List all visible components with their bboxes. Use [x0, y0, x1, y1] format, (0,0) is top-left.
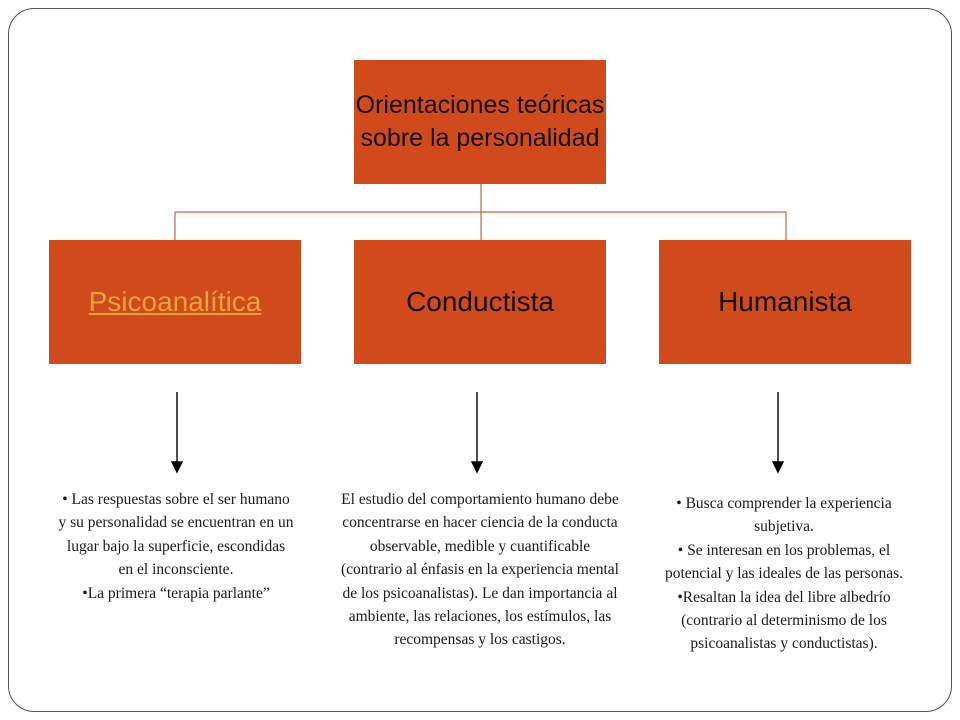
humanista-description — [660, 492, 908, 656]
psicoanalitica-link[interactable]: Psicoanalítica — [88, 286, 262, 317]
branch-node-conductista — [354, 240, 606, 364]
description-line: • Busca comprender la experiencia subjetiva. — [676, 495, 892, 536]
arrow-1-head — [172, 462, 182, 472]
branch-node-psicoanalitica[interactable] — [49, 240, 301, 364]
description-line: • Se interesan en los problemas, el potencial y las ideales de las personas. — [664, 541, 904, 583]
root-label: Orientaciones teóricas sobre la personalidad — [355, 90, 605, 152]
humanista-label: Humanista — [718, 286, 852, 317]
psicoanalitica-description — [58, 488, 294, 605]
root-node — [354, 60, 606, 184]
description-line: •Resaltan la idea del libre albedrío (contrario al determinismo de los psicoanalistas y conductistas). — [677, 588, 891, 653]
description-line: •La primera “terapia parlante” — [82, 584, 270, 602]
description-line: • Las respuestas sobre el ser humano y su personalidad se encuentran en un lugar bajo la superficie, escondidas en el inconsciente. — [58, 491, 294, 579]
arrow-2-head — [472, 462, 482, 472]
branch-node-humanista — [659, 240, 911, 364]
conductista-label: Conductista — [406, 286, 554, 317]
description-line: El estudio del comportamiento humano debe concentrarse en hacer ciencia de la conducta observable, medible y cuantificable (contrario al énfasis en la experiencia mental de los psicoanalistas). Le dan importancia al ambiente, las relaciones, los estímulos, las recompensas y los castigos. — [340, 491, 619, 649]
conductista-description — [338, 488, 622, 652]
arrow-3-head — [773, 462, 783, 472]
